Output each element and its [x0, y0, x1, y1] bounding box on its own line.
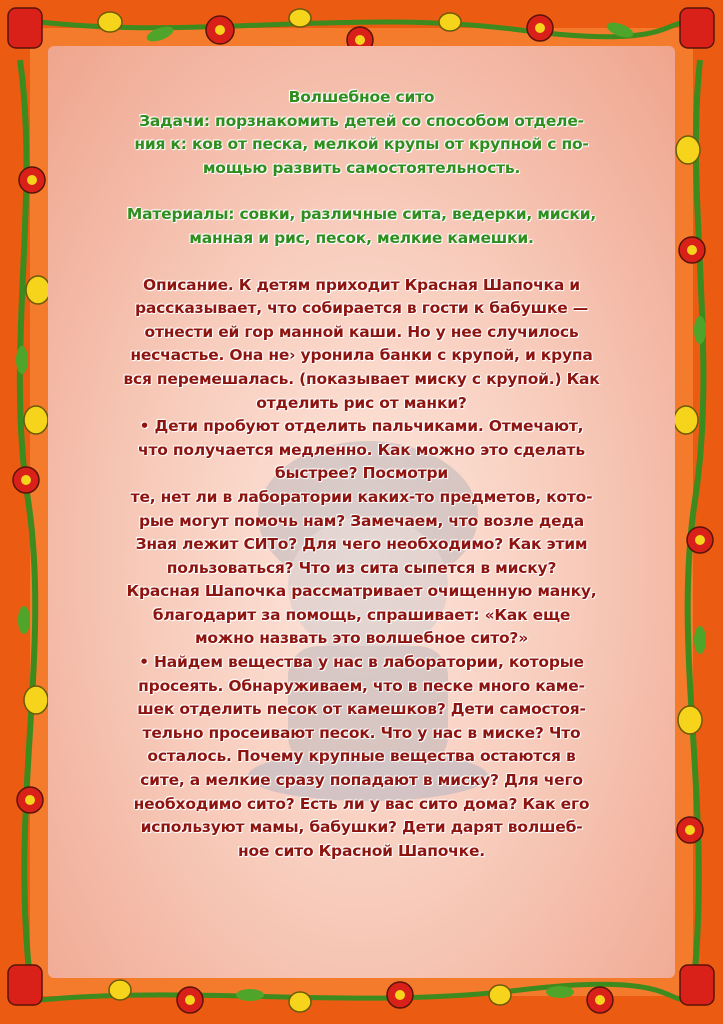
tasks-section — [78, 110, 645, 181]
description-line: можно назвать это волшебное сито?» — [194, 629, 529, 648]
description-line: те, нет ли в лаборатории каких-то предметов, кото- — [130, 487, 593, 506]
description-line: благодарит за помощь, спрашивает: «Как еще — [152, 605, 571, 624]
left-vine — [20, 60, 35, 980]
materials-line: манная и рис, песок, мелкие камешки. — [189, 228, 534, 247]
description-line: • Найдем вещества у нас в лаборатории, которые — [139, 653, 584, 672]
tasks-line: Задачи: порзнакомить детей со способом отделе- — [139, 111, 584, 130]
description-line: несчастье. Она не› уронила банки с крупой, и крупа — [130, 346, 593, 365]
description-line: • Дети пробуют отделить пальчиками. Отмечают, — [139, 417, 584, 436]
description-line: необходимо сито? Есть ли у вас сито дома? Как его — [133, 794, 590, 813]
description-line: отделить рис от манки? — [256, 393, 467, 412]
description-line: рассказывает, что собирается в гости к бабушке — — [134, 299, 589, 318]
description-line: Зная лежит СИТо? Для чего необходимо? Как этим — [135, 535, 588, 554]
description-line: рые могут помочь нам? Замечаем, что возле деда — [138, 511, 585, 530]
tasks-line: ния к: ков от песка, мелкой крупы от крупной с по- — [134, 135, 589, 154]
description-line: быстрее? Посмотри — [274, 464, 449, 483]
description-line: Красная Шапочка рассматривает очищенную манку, — [126, 582, 597, 601]
description-line: отнести ей гор манной каши. Но у нее случилось — [144, 322, 579, 341]
description-line: тельно просеивают песок. Что у нас в миске? Что — [142, 723, 581, 742]
materials-line: Материалы: совки, различные сита, ведерки, миски, — [126, 205, 597, 224]
description-line: просеять. Обнаруживаем, что в песке много каме- — [138, 676, 585, 695]
description-line: ное сито Красной Шапочке. — [238, 841, 485, 860]
description-line: сите, а мелкие сразу попадают в миску? Для чего — [140, 771, 583, 790]
description-line: пользоваться? Что из сита сыпется в миску? — [166, 558, 557, 577]
description-line: вся перемешалась. (показывает миску с крупой.) Как — [123, 369, 600, 388]
tasks-line: мощью развить самостоятельность. — [202, 158, 521, 177]
description-line: шек отделить песок от камешков? Дети самостоя- — [137, 700, 586, 719]
materials-section — [78, 203, 645, 250]
description-section — [78, 274, 645, 864]
description-line: осталось. Почему крупные вещества остаются в — [147, 747, 576, 766]
document-text — [78, 86, 645, 863]
description-line: Описание. К детям приходит Красная Шапочка и — [143, 275, 580, 294]
description-line: что получается медленно. Как можно это сделать — [138, 440, 585, 459]
document-title: Волшебное сито — [288, 88, 435, 106]
description-line: используют мамы, бабушки? Дети дарят волшеб- — [140, 818, 583, 837]
